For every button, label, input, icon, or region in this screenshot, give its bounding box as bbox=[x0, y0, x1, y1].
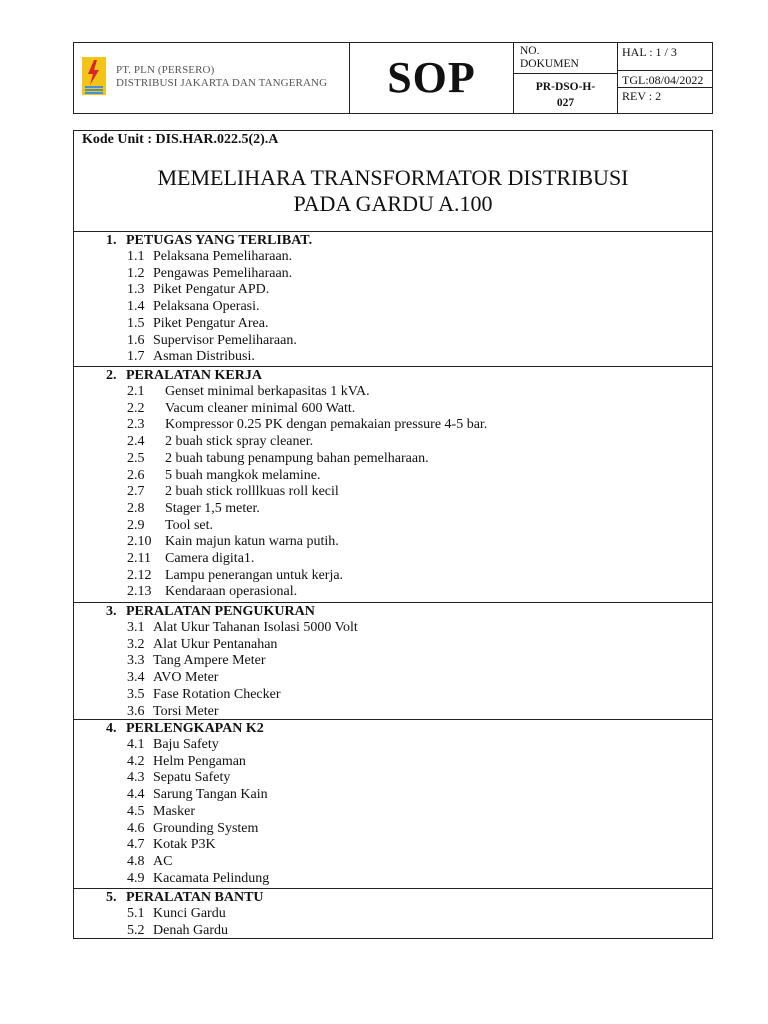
section-heading bbox=[106, 368, 262, 384]
section-4 bbox=[74, 719, 712, 888]
list-item bbox=[127, 854, 269, 871]
section-1 bbox=[74, 231, 712, 366]
item-number: 4.9 bbox=[127, 870, 145, 886]
item-text: Kunci Gardu bbox=[153, 906, 226, 921]
item-text: 2 buah stick rolllkuas roll kecil bbox=[165, 484, 339, 500]
list-item bbox=[127, 787, 269, 804]
list-item bbox=[127, 451, 487, 468]
item-text: Alat Ukur Pentanahan bbox=[153, 636, 278, 652]
sop-title: SOP bbox=[387, 53, 476, 102]
section-number: 3. bbox=[106, 604, 117, 619]
page-number: HAL : 1 / 3 bbox=[622, 45, 677, 59]
company-name bbox=[116, 64, 327, 90]
list-item bbox=[127, 821, 269, 838]
list-item bbox=[127, 770, 269, 787]
item-text: AVO Meter bbox=[153, 670, 219, 686]
section-title: PERLENGKAPAN K2 bbox=[126, 721, 264, 736]
item-number: 3.3 bbox=[127, 653, 145, 669]
item-number: 2.8 bbox=[127, 500, 145, 516]
item-text: Tang Ampere Meter bbox=[153, 653, 266, 669]
list-item bbox=[127, 434, 487, 451]
doc-no-line1: PR-DSO-H- bbox=[535, 81, 596, 93]
item-text: Piket Pengatur Area. bbox=[153, 315, 269, 331]
item-text: Masker bbox=[153, 803, 195, 819]
list-item bbox=[127, 923, 228, 940]
item-text: Supervisor Pemeliharaan. bbox=[153, 332, 297, 348]
document-number-label bbox=[520, 45, 579, 71]
item-number: 2.2 bbox=[127, 400, 145, 416]
item-text: 2 buah tabung penampung bahan pemelharaan. bbox=[165, 450, 429, 466]
item-text: Tool set. bbox=[165, 517, 214, 533]
item-text: Camera digita1. bbox=[165, 551, 255, 567]
section-heading bbox=[106, 233, 312, 249]
list-item bbox=[127, 299, 297, 316]
item-text: Pelaksana Pemeliharaan. bbox=[153, 249, 293, 264]
document-title-line2: PADA GARDU A.100 bbox=[293, 191, 493, 216]
document-date: TGL:08/04/2022 bbox=[622, 73, 704, 87]
item-text: Kendaraan operasional. bbox=[165, 584, 298, 600]
item-number: 2.3 bbox=[127, 417, 145, 433]
list-item bbox=[127, 620, 358, 637]
list-item bbox=[127, 687, 358, 704]
section-5 bbox=[74, 888, 712, 939]
item-number: 5.1 bbox=[127, 906, 145, 921]
section-heading bbox=[106, 890, 264, 906]
item-number: 3.4 bbox=[127, 670, 145, 686]
section-number: 2. bbox=[106, 368, 117, 383]
list-item bbox=[127, 584, 487, 601]
section-3 bbox=[74, 602, 712, 719]
item-number: 1.7 bbox=[127, 349, 145, 365]
item-text: Denah Gardu bbox=[153, 922, 229, 938]
document-title-line1: MEMELIHARA TRANSFORMATOR DISTRIBUSI bbox=[157, 165, 629, 190]
item-number: 2.10 bbox=[127, 534, 152, 550]
list-item bbox=[127, 704, 358, 721]
item-number: 1.3 bbox=[127, 282, 145, 298]
section-item-list bbox=[127, 384, 487, 601]
list-item bbox=[127, 906, 228, 923]
label-dokumen: DOKUMEN bbox=[520, 58, 579, 70]
item-number: 4.7 bbox=[127, 837, 145, 853]
section-2 bbox=[74, 366, 712, 602]
item-text: Sarung Tangan Kain bbox=[153, 787, 268, 803]
section-title: PERALATAN KERJA bbox=[126, 368, 262, 383]
item-text: Genset minimal berkapasitas 1 kVA. bbox=[165, 384, 370, 399]
item-text: Stager 1,5 meter. bbox=[165, 500, 260, 516]
divider bbox=[514, 73, 617, 74]
section-heading bbox=[106, 721, 264, 737]
revision: REV : 2 bbox=[622, 89, 662, 103]
item-number: 2.7 bbox=[127, 484, 145, 500]
section-number: 4. bbox=[106, 721, 117, 736]
item-number: 2.6 bbox=[127, 467, 145, 483]
item-text: Piket Pengatur APD. bbox=[153, 282, 270, 298]
item-number: 3.1 bbox=[127, 620, 145, 635]
list-item bbox=[127, 417, 487, 434]
company-name-line2: DISTRIBUSI JAKARTA DAN TANGERANG bbox=[116, 77, 328, 89]
section-title: PERALATAN PENGUKURAN bbox=[126, 604, 315, 619]
document-body bbox=[73, 130, 713, 939]
item-number: 2.4 bbox=[127, 434, 145, 450]
list-item bbox=[127, 534, 487, 551]
item-number: 1.2 bbox=[127, 265, 145, 281]
item-number: 3.5 bbox=[127, 686, 145, 702]
item-number: 5.2 bbox=[127, 922, 145, 938]
item-number: 4.1 bbox=[127, 737, 145, 752]
item-number: 4.6 bbox=[127, 820, 145, 836]
item-text: Sepatu Safety bbox=[153, 770, 231, 786]
item-number: 2.1 bbox=[127, 384, 145, 399]
pln-logo-icon bbox=[82, 57, 106, 95]
item-text: 2 buah stick spray cleaner. bbox=[165, 434, 314, 450]
item-text: Kacamata Pelindung bbox=[153, 870, 270, 886]
item-text: Kain majun katun warna putih. bbox=[165, 534, 339, 550]
list-item bbox=[127, 737, 269, 754]
list-item bbox=[127, 637, 358, 654]
item-number: 1.1 bbox=[127, 249, 145, 264]
item-number: 2.9 bbox=[127, 517, 145, 533]
item-text: Baju Safety bbox=[153, 737, 219, 752]
item-text: Lampu penerangan untuk kerja. bbox=[165, 567, 344, 583]
item-number: 1.4 bbox=[127, 299, 145, 315]
item-number: 4.3 bbox=[127, 770, 145, 786]
list-item bbox=[127, 551, 487, 568]
list-item bbox=[127, 871, 269, 888]
list-item bbox=[127, 333, 297, 350]
item-text: AC bbox=[153, 853, 173, 869]
item-text: Pengawas Pemeliharaan. bbox=[153, 265, 293, 281]
list-item bbox=[127, 484, 487, 501]
list-item bbox=[127, 384, 487, 401]
item-number: 4.4 bbox=[127, 787, 145, 803]
list-item bbox=[127, 266, 297, 283]
section-title: PERALATAN BANTU bbox=[126, 890, 264, 905]
item-number: 3.2 bbox=[127, 636, 145, 652]
list-item bbox=[127, 837, 269, 854]
list-item bbox=[127, 349, 297, 366]
document-header bbox=[73, 42, 713, 114]
section-title: PETUGAS YANG TERLIBAT. bbox=[126, 233, 313, 248]
document-number-value bbox=[514, 79, 617, 111]
list-item bbox=[127, 282, 297, 299]
item-number: 2.5 bbox=[127, 450, 145, 466]
item-text: Grounding System bbox=[153, 820, 259, 836]
item-number: 2.11 bbox=[127, 551, 151, 567]
item-text: Kotak P3K bbox=[153, 837, 216, 853]
company-logo-cell bbox=[74, 43, 350, 113]
list-item bbox=[127, 249, 297, 266]
divider bbox=[618, 87, 712, 88]
list-item bbox=[127, 804, 269, 821]
sop-title-cell bbox=[350, 43, 514, 113]
list-item bbox=[127, 754, 269, 771]
section-number: 5. bbox=[106, 890, 117, 905]
list-item bbox=[127, 501, 487, 518]
list-item bbox=[127, 670, 358, 687]
item-text: Vacum cleaner minimal 600 Watt. bbox=[165, 400, 356, 416]
section-item-list bbox=[127, 620, 358, 720]
label-no: NO. bbox=[520, 45, 540, 57]
item-number: 4.8 bbox=[127, 853, 145, 869]
item-text: Fase Rotation Checker bbox=[153, 686, 281, 702]
item-text: 5 buah mangkok melamine. bbox=[165, 467, 321, 483]
list-item bbox=[127, 316, 297, 333]
kode-unit: Kode Unit : DIS.HAR.022.5(2).A bbox=[82, 132, 279, 147]
item-number: 1.6 bbox=[127, 332, 145, 348]
item-number: 2.12 bbox=[127, 567, 152, 583]
list-item bbox=[127, 653, 358, 670]
item-text: Alat Ukur Tahanan Isolasi 5000 Volt bbox=[153, 620, 358, 635]
section-item-list bbox=[127, 249, 297, 366]
company-name-line1: PT. PLN (PERSERO) bbox=[116, 64, 215, 76]
document-title bbox=[74, 165, 712, 217]
document-number-cell bbox=[514, 43, 618, 113]
section-item-list bbox=[127, 906, 228, 939]
list-item bbox=[127, 468, 487, 485]
list-item bbox=[127, 518, 487, 535]
item-number: 2.13 bbox=[127, 584, 152, 600]
item-text: Asman Distribusi. bbox=[153, 349, 255, 365]
item-text: Torsi Meter bbox=[153, 703, 219, 719]
doc-no-line2: 027 bbox=[556, 97, 575, 109]
list-item bbox=[127, 568, 487, 585]
page-info-cell bbox=[618, 43, 712, 113]
divider bbox=[618, 70, 712, 71]
item-text: Helm Pengaman bbox=[153, 753, 246, 769]
item-number: 3.6 bbox=[127, 703, 145, 719]
list-item bbox=[127, 401, 487, 418]
item-number: 1.5 bbox=[127, 315, 145, 331]
item-text: Kompressor 0.25 PK dengan pemakaian pressure 4-5 bar. bbox=[165, 417, 488, 433]
section-item-list bbox=[127, 737, 269, 887]
item-number: 4.5 bbox=[127, 803, 145, 819]
item-text: Pelaksana Operasi. bbox=[153, 299, 260, 315]
item-number: 4.2 bbox=[127, 753, 145, 769]
section-heading bbox=[106, 604, 315, 620]
section-number: 1. bbox=[106, 233, 117, 248]
